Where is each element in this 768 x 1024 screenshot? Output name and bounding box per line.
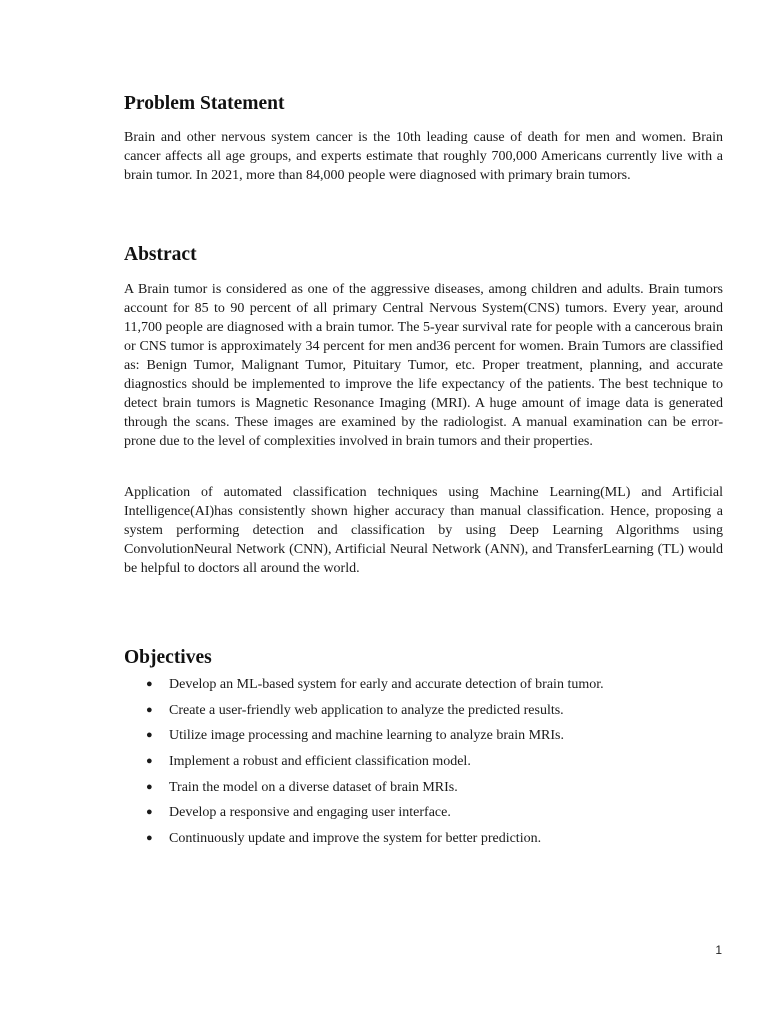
- abstract-paragraph-2: Application of automated classification techniques using Machine Learning(ML) and Artificial Intelligence(AI)has consistently shown higher accuracy than manual classification. Hence, proposing a system performing detection and classification by using Deep Learning Algorithms using ConvolutionNeural Network (CNN), Artificial Neural Network (ANN), and TransferLearning (TL) would be helpful to doctors all around the world.: [124, 485, 723, 576]
- abstract-heading: Abstract: [124, 244, 197, 265]
- list-item: [124, 726, 724, 752]
- bullet-icon: ●: [146, 729, 153, 742]
- list-item: [124, 829, 724, 855]
- problem-statement-heading: Problem Statement: [124, 93, 285, 114]
- problem-statement-text: Brain and other nervous system cancer is the 10th leading cause of death for men and women. Brain cancer affects all age groups, and experts estimate that roughly 700,000 Americans currently live with a brain tumor. In 2021, more than 84,000 people were diagnosed with primary brain tumors.: [124, 130, 723, 183]
- list-item: [124, 752, 724, 778]
- list-item: [124, 675, 724, 701]
- objective-text: Continuously update and improve the system for better prediction.: [169, 831, 542, 847]
- objective-text: Train the model on a diverse dataset of brain MRIs.: [169, 779, 458, 795]
- list-item: [124, 803, 724, 829]
- objective-text: Develop an ML-based system for early and accurate detection of brain tumor.: [169, 677, 604, 692]
- bullet-icon: ●: [146, 678, 153, 690]
- page-number: 1: [715, 943, 722, 957]
- objective-text: Develop a responsive and engaging user interface.: [169, 805, 451, 821]
- abstract-paragraph-1: A Brain tumor is considered as one of the aggressive diseases, among children and adults. Brain tumors account for 85 to 90 percent of all primary Central Nervous System(CNS) tumors. Every year, around 11,700 people are diagnosed with a brain tumor. The 5-year survival rate for people with a cancerous brain or CNS tumor is approximately 34 percent for men and36 percent for women. Brain Tumors are classified as: Benign Tumor, Malignant Tumor, Pituitary Tumor, etc. Proper treatment, planning, and accurate diagnostics should be implemented to improve the life expectancy of the patients. The best technique to detect brain tumors is Magnetic Resonance Imaging (MRI). A huge amount of image data is generated through the scans. These images are examined by the radiologist. A manual examination can be error-prone due to the level of complexities involved in brain tumors and their properties.: [124, 282, 723, 449]
- objectives-heading: Objectives: [124, 647, 212, 668]
- objective-text: Create a user-friendly web application to analyze the predicted results.: [169, 702, 564, 718]
- objective-text: Utilize image processing and machine learning to analyze brain MRIs.: [169, 728, 564, 744]
- bullet-icon: ●: [146, 780, 153, 793]
- bullet-icon: ●: [146, 806, 153, 819]
- bullet-icon: ●: [146, 755, 153, 768]
- bullet-icon: ●: [146, 703, 153, 716]
- list-item: [124, 701, 724, 727]
- objective-text: Implement a robust and efficient classification model.: [169, 754, 471, 770]
- list-item: [124, 778, 724, 804]
- objectives-list: [124, 675, 724, 855]
- bullet-icon: ●: [146, 832, 153, 845]
